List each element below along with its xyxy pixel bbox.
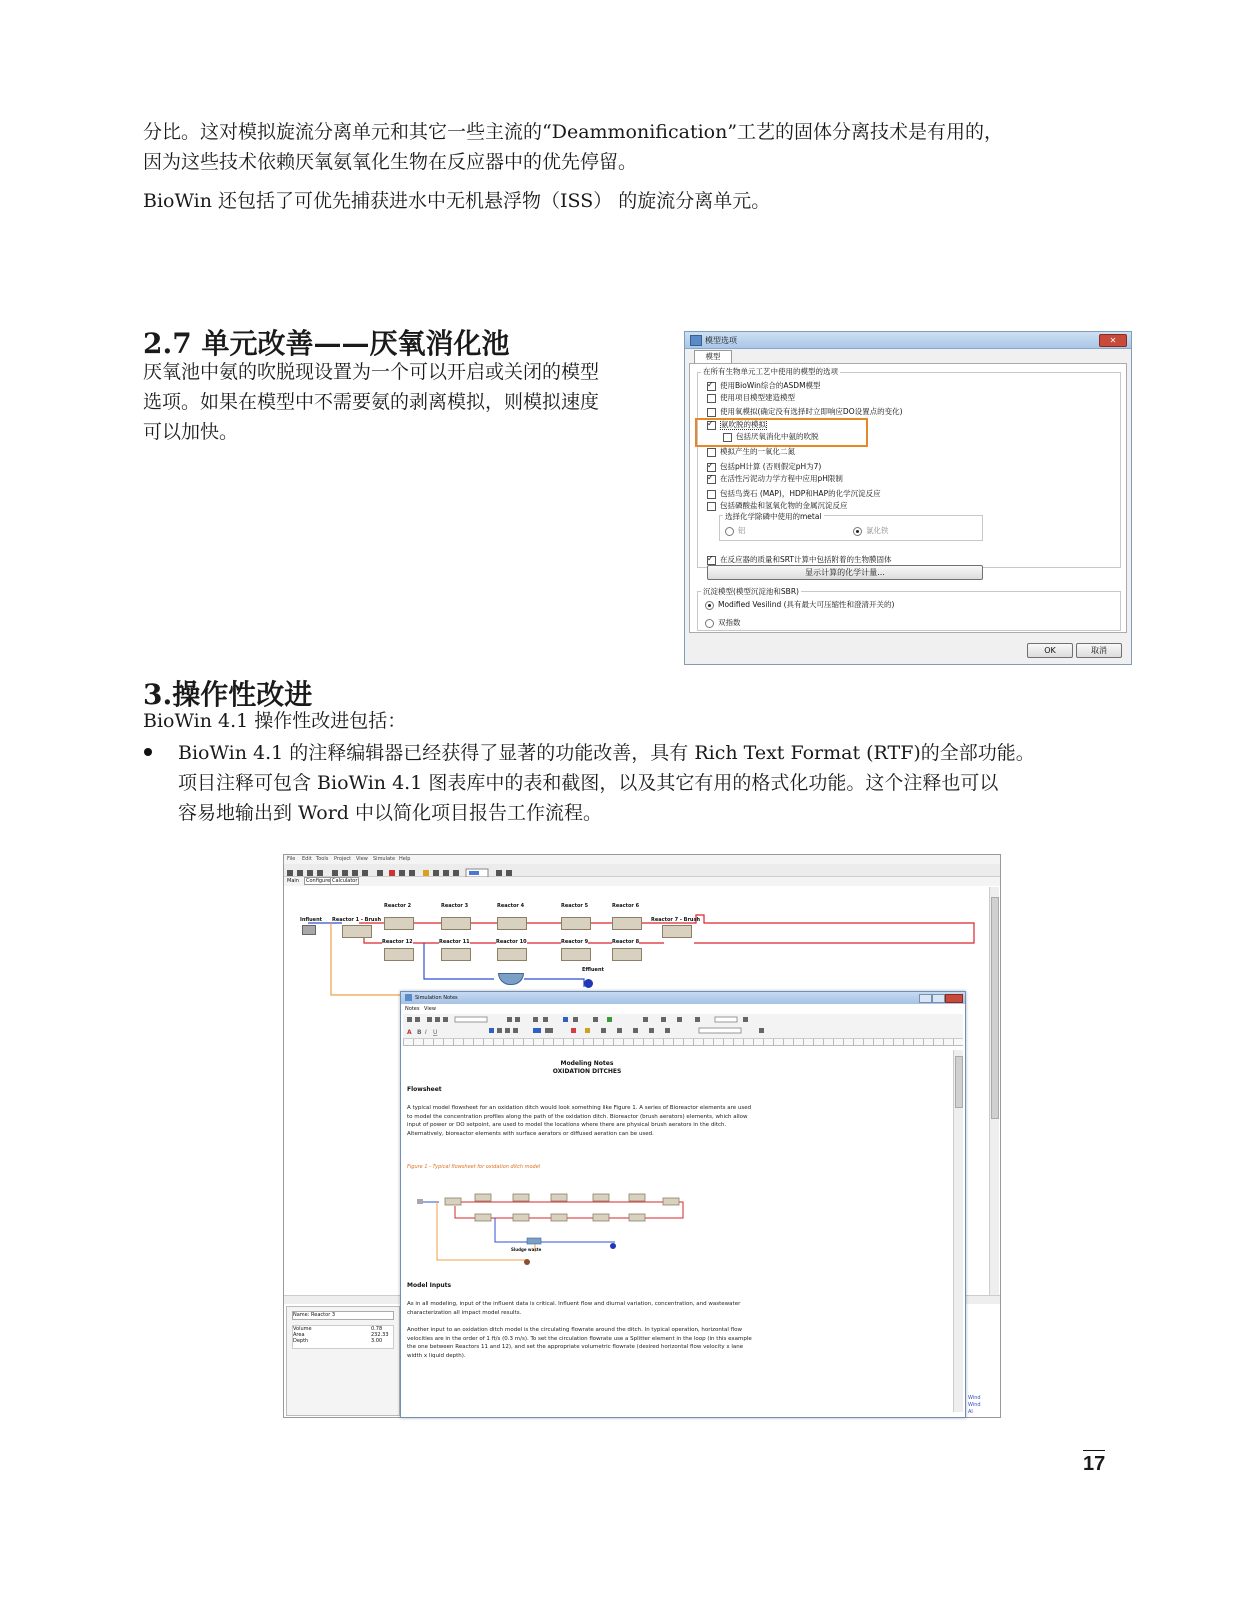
iss-paragraph: BioWin 还包括了可优先捕获进水中无机悬浮物（ISS） 的旋流分离单元。	[143, 190, 771, 212]
model-inputs-heading: Model Inputs	[407, 1282, 452, 1289]
opt-ph-limit[interactable]: ✓在活性污泥动力学方程中应用pH限制	[707, 473, 843, 484]
simulation-notes-window	[400, 991, 966, 1418]
notes-menu-notes[interactable]: Notes	[405, 1006, 420, 1012]
cancel-button[interactable]: 取消	[1076, 643, 1122, 658]
checkbox[interactable]	[707, 448, 716, 457]
reactor-label: Reactor 5	[561, 903, 589, 909]
section-2-7-heading: 2.7 单元改善——厌氧消化池	[143, 327, 510, 360]
settling-double-exp[interactable]: 双指数	[705, 617, 741, 628]
section-3-bullet	[178, 738, 1138, 828]
reactor-10-icon[interactable]	[497, 948, 527, 961]
checkbox[interactable]	[707, 382, 716, 391]
notes-heading-2: OXIDATION DITCHES	[552, 1068, 622, 1075]
radio[interactable]	[705, 619, 714, 628]
opt-biofilm[interactable]: ✓在反应器的质量和SRT计算中包括附着的生物膜固体	[707, 554, 892, 565]
settling-group	[697, 591, 1121, 631]
reactor-6-icon[interactable]	[612, 917, 642, 930]
reactor-label: Reactor 3	[441, 903, 469, 909]
props-table	[292, 1325, 394, 1349]
side-word: Wind	[968, 1402, 981, 1408]
notes-title: Simulation Notes	[415, 995, 458, 1001]
svg-text:A: A	[407, 1029, 412, 1036]
influent-label: Influent	[300, 917, 323, 923]
opt-struvite[interactable]: 包括鸟粪石 (MAP)，HDP和HAP的化学沉淀反应	[707, 488, 881, 499]
effluent-icon[interactable]	[584, 979, 593, 988]
flowsheet-heading: Flowsheet	[407, 1086, 442, 1093]
close-icon[interactable]: ✕	[1099, 334, 1127, 347]
notes-scroll-thumb[interactable]	[955, 1056, 963, 1108]
opt-ph-calc[interactable]: ✓包括pH计算 (否则假定pH为7)	[707, 461, 821, 472]
reactor-8-icon[interactable]	[612, 948, 642, 961]
tab-calculator[interactable]: Calculator	[332, 878, 358, 884]
section-3-intro: BioWin 4.1 操作性改进包括：	[143, 710, 407, 732]
model-options-dialog	[684, 331, 1132, 665]
checkbox[interactable]	[707, 394, 716, 403]
checkbox[interactable]	[707, 463, 716, 472]
opt-project-model[interactable]: 使用项目模型建造模型	[707, 392, 795, 403]
close-icon[interactable]	[945, 994, 963, 1003]
table-row: Depth 3.00	[293, 1338, 383, 1344]
dialog-title: 模型选项	[705, 336, 737, 345]
maximize-icon[interactable]	[932, 994, 945, 1003]
table-row: Area 232.33	[293, 1332, 389, 1338]
reactor-label: Reactor 2	[384, 903, 412, 909]
format-toolbars[interactable]	[403, 1014, 963, 1039]
reactor-label: Reactor 8	[612, 939, 640, 945]
radio[interactable]	[725, 527, 734, 536]
menu-help[interactable]: Help	[399, 856, 411, 862]
reactor-label: Reactor 4	[497, 903, 525, 909]
metal-iron[interactable]: 氯化铁	[853, 525, 889, 536]
opt-metal-precip[interactable]: 包括磷酸盐和氢氧化物的金属沉淀反应	[707, 500, 848, 511]
notes-menu-view[interactable]: View	[424, 1006, 436, 1012]
intro-line-1: 分比。这对模拟旋流分离单元和其它一些主流的“Deammonification”工艺的固体分离技术是有用的，	[143, 121, 1004, 143]
dialog-titlebar	[685, 332, 1131, 349]
mini-flowsheet-figure	[415, 1178, 705, 1268]
checkbox[interactable]	[707, 475, 716, 484]
reactor-5-icon[interactable]	[561, 917, 591, 930]
bullet-line-3: 容易地输出到 Word 中以简化项目报告工作流程。	[178, 802, 603, 824]
svg-text:U: U	[433, 1029, 438, 1036]
intro-line-2: 因为这些技术依赖厌氧氨氧化生物在反应器中的优先停留。	[143, 151, 638, 173]
toolbar	[284, 864, 1000, 877]
reactor-11-icon[interactable]	[441, 948, 471, 961]
scroll-thumb[interactable]	[991, 897, 999, 1119]
tab-strip	[284, 877, 1000, 886]
sludge-label: Sludge waste	[511, 1247, 542, 1252]
vertical-scrollbar[interactable]	[989, 887, 999, 1295]
show-chem-button[interactable]: 显示计算的化学计量...	[707, 565, 983, 580]
flowsheet-paragraph: A typical model flowsheet for an oxidation ditch would look something like Figure 1. A series of Bioreactor elements are used to model the concentration profiles along the path of the oxidation ditch. Bioreactor (brush aerators) elements, which allow input of power or DO setpoint, are used to model the locations where there are physical brush aerators in the ditch. Alternatively, bioreactor elements with surface aerators or diffused aeration can be used.	[407, 1105, 752, 1137]
intro-paragraph	[143, 117, 1133, 177]
reactor-label: Reactor 12	[382, 939, 413, 945]
inputs-paragraph-2: Another input to an oxidation ditch model is the circulating flowrate around the ditch. In typical operation, horizontal flow velocities are in the order of 1 ft/s (0.3 m/s). To set the circulation flowrate use a Splitter element in the loop (in this example the one between Reactors 11 and 12), and set the appropriate volumetric flowrate (desired horizontal flow velocity x lane width x liquid depth).	[407, 1327, 752, 1359]
svg-text:B: B	[417, 1029, 422, 1036]
tab-model[interactable]: 模型	[694, 350, 732, 363]
reactor-12-icon[interactable]	[384, 948, 414, 961]
settling-group-title: 沉淀模型(模型沉淀池和SBR)	[703, 587, 799, 596]
properties-pane	[286, 1306, 400, 1416]
effluent-label: Effluent	[582, 967, 604, 973]
influent-icon[interactable]	[302, 925, 316, 935]
table-row: Volume 0.78	[293, 1326, 383, 1332]
bullet-line-2: 项目注释可包含 BioWin 4.1 图表库中的表和截图，以及其它有用的格式化功能。这个注释也可以	[178, 772, 999, 794]
minimize-icon[interactable]	[919, 994, 932, 1003]
notes-app-icon	[405, 994, 412, 1001]
opt-asdm[interactable]: ✓使用BioWin综合的ASDM模型	[707, 380, 821, 391]
side-word: Wind	[968, 1395, 981, 1401]
name-field[interactable]: Name: Reactor 3	[292, 1311, 394, 1320]
radio[interactable]	[853, 527, 862, 536]
tab-configure[interactable]: Configure	[306, 878, 331, 884]
menu-bar	[284, 855, 1000, 864]
reactor-1-icon[interactable]	[342, 925, 372, 938]
notes-titlebar	[401, 992, 965, 1004]
menu-simulate[interactable]: Simulate	[373, 856, 396, 862]
notes-scrollbar[interactable]	[953, 1050, 963, 1412]
opt-ad-stripping[interactable]: 包括厌氧消化中氨的吹脱	[723, 431, 819, 442]
checkbox[interactable]	[707, 490, 716, 499]
reactor-label: Reactor 10	[496, 939, 527, 945]
inputs-paragraph-1: As in all modeling, input of the influent data is critical. Influent flow and diurnal variation, concentration, and wastewater characterization all impact model results.	[407, 1301, 741, 1316]
s27-line-2: 选项。如果在模型中不需要氨的剥离模拟，则模拟速度	[143, 391, 600, 413]
menu-file[interactable]: File	[287, 856, 296, 862]
reactor-7-icon[interactable]	[662, 925, 692, 938]
opt-n2o[interactable]: 模拟产生的一氧化二氮	[707, 446, 795, 457]
metal-group-title: 选择化学除磷中使用的metal	[725, 512, 822, 521]
page-number: 17	[1083, 1450, 1105, 1476]
reactor-3-icon[interactable]	[441, 917, 471, 930]
reactor-label: Reactor 9	[561, 939, 589, 945]
reactor-label: Reactor 11	[439, 939, 470, 945]
menu-edit[interactable]: Edit	[302, 856, 312, 862]
notes-heading-1: Modeling Notes	[560, 1060, 614, 1067]
s27-line-3: 可以加快。	[143, 421, 239, 443]
menu-tools[interactable]: Tools	[316, 856, 329, 862]
menu-project[interactable]: Project	[334, 856, 352, 862]
checkbox[interactable]	[707, 408, 716, 417]
reactor-label: Reactor 1 - Brush	[332, 917, 382, 923]
reactor-2-icon[interactable]	[384, 917, 414, 930]
radio[interactable]	[705, 601, 714, 610]
tab-main[interactable]: Main	[287, 878, 299, 884]
reactor-label: Reactor 7 - Brush	[651, 917, 701, 923]
bullet-icon	[144, 748, 152, 756]
menu-view[interactable]: View	[356, 856, 368, 862]
section-3-heading: 3.操作性改进	[143, 678, 313, 711]
group-title: 在所有生物单元工艺中使用的模型的选项	[703, 367, 838, 376]
svg-text:I: I	[425, 1029, 427, 1036]
notes-menu	[405, 1006, 436, 1012]
bullet-line-1: BioWin 4.1 的注释编辑器已经获得了显著的功能改善，具有 Rich Text Format (RTF)的全部功能。	[178, 742, 1035, 764]
metal-aluminum[interactable]: 铝	[725, 525, 746, 536]
checkbox[interactable]	[707, 556, 716, 565]
reactor-4-icon[interactable]	[497, 917, 527, 930]
settling-vesilind[interactable]: Modified Vesilind (具有最大可压缩性和澄清开关的)	[705, 599, 894, 610]
format-toolbar-icons[interactable]	[403, 1014, 963, 1038]
notes-content[interactable]	[407, 1050, 947, 1412]
ok-button[interactable]: OK	[1027, 643, 1073, 658]
checkbox[interactable]	[707, 502, 716, 511]
app-icon	[690, 335, 702, 346]
section-2-7-text	[143, 357, 673, 447]
side-word: Al	[968, 1409, 973, 1415]
highlight-box	[695, 418, 868, 447]
reactor-9-icon[interactable]	[561, 948, 591, 961]
ruler[interactable]	[403, 1039, 963, 1046]
opt-oxygen[interactable]: 使用氧模拟(确定没有选择时立即响应DO设置点的变化)	[707, 406, 903, 417]
figure-caption: Figure 1 - Typical flowsheet for oxidation ditch model	[407, 1164, 541, 1170]
opt-ammonia-stripping[interactable]: ✓氨吹脱的模拟	[707, 419, 767, 430]
reactor-label: Reactor 6	[612, 903, 640, 909]
s27-line-1: 厌氧池中氨的吹脱现设置为一个可以开启或关闭的模型	[143, 361, 600, 383]
